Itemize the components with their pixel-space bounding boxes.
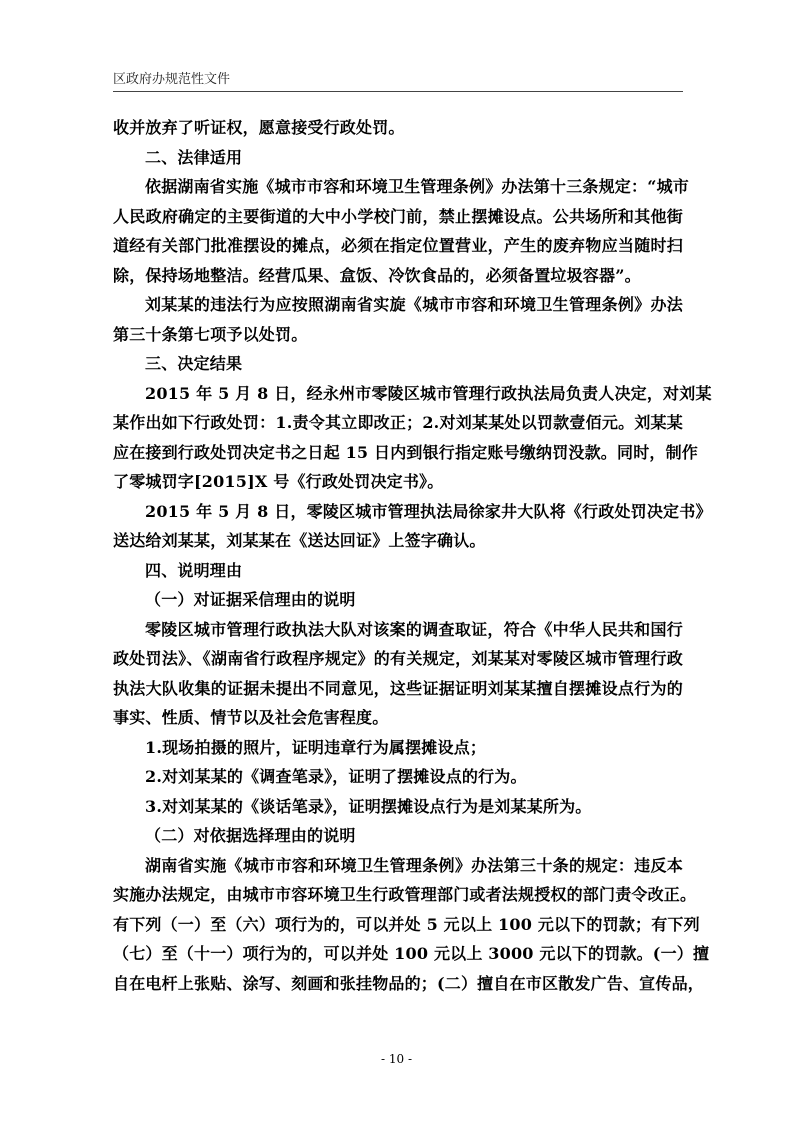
text-line: 2015 年 5 月 8 日，零陵区城市管理执法局徐家井大队将《行政处罚决定书》 [145,501,712,521]
text-line: 依据湖南省实施《城市市容和环境卫生管理条例》办法第十三条规定：“城市 [145,177,690,196]
text-line: （一）对证据采信理由的说明 [145,590,356,609]
text-line: 除，保持场地整洁。经营瓜果、盒饭、冷饮食品的，必须备置垃圾容器”。 [113,265,641,285]
text-line: 2.对刘某某的《调查笔录》，证明了摆摊设点的行为。 [145,767,527,786]
text-line: 三、决定结果 [145,354,243,373]
text-line: 政处罚法》、《湖南省行政程序规定》的有关规定，刘某某对零陵区城市管理行政 [113,649,683,668]
text-line: 四、说明理由 [145,560,243,580]
text-line: 人民政府确定的主要街道的大中小学校门前，禁止摆摊设点。公共场所和其他街 [113,206,683,226]
document-body [113,113,712,998]
text-line: 有下列（一）至（六）项行为的，可以并处 5 元以上 100 元以下的罚款；有下列 [113,914,700,934]
text-line: 实施办法规定，由城市市容环境卫生行政管理部门或者法规授权的部门责令改正。 [113,885,697,904]
text-line: 事实、性质、情节以及社会危害程度。 [113,708,389,727]
text-line: 3.对刘某某的《谈话笔录》，证明摆摊设点行为是刘某某所为。 [145,796,592,816]
text-line: 收并放弃了听证权，愿意接受行政处罚。 [113,118,405,137]
text-line: 某作出如下行政处罚：1.责令其立即改正；2.对刘某某处以罚款壹佰元。刘某某 [113,413,683,432]
text-line: （二）对依据选择理由的说明 [145,826,356,845]
text-line: 1.现场拍摄的照片，证明违章行为属摆摊设点； [145,737,487,757]
text-line: 刘某某的违法行为应按照湖南省实旋《城市市容和环境卫生管理条例》办法 [145,295,683,314]
text-line: 道经有关部门批准摆设的摊点，必须在指定位置营业，产生的废弃物应当随时扫 [113,236,683,255]
text-line: 零陵区城市管理行政执法大队对该案的调查取证，符合《中华人民共和国行 [145,619,683,639]
text-line: 二、法律适用 [145,147,243,167]
text-line: 送达给刘某某，刘某某在《送达回证》上签字确认。 [113,531,486,550]
header-divider [113,91,683,92]
text-line: 应在接到行政处罚决定书之日起 15 日内到银行指定账号缴纳罚没款。同时，制作 [113,442,699,462]
text-line: 自在电杆上张贴、涂写、刻画和张挂物品的；(二）擅自在市区散发广告、宣传品， [113,973,704,993]
text-line: 了零城罚字[2015]X 号《行政处罚决定书》。 [113,472,444,491]
page-number: - 10 - [380,1052,412,1066]
text-line: 2015 年 5 月 8 日，经永州市零陵区城市管理行政执法局负责人决定，对刘某 [145,383,712,403]
text-line: 执法大队收集的证据未提出不同意见，这些证据证明刘某某擅自摆摊设点行为的 [113,678,683,698]
text-line: 湖南省实施《城市市容和环境卫生管理条例》办法第三十条的规定：违反本 [145,855,683,875]
text-line: 第三十条第七项予以处罚。 [113,324,308,344]
text-line: （七）至（十一）项行为的，可以并处 100 元以上 3000 元以下的罚款。(一）擅 [113,944,710,963]
document-header: 区政府办规范性文件 [113,72,231,87]
